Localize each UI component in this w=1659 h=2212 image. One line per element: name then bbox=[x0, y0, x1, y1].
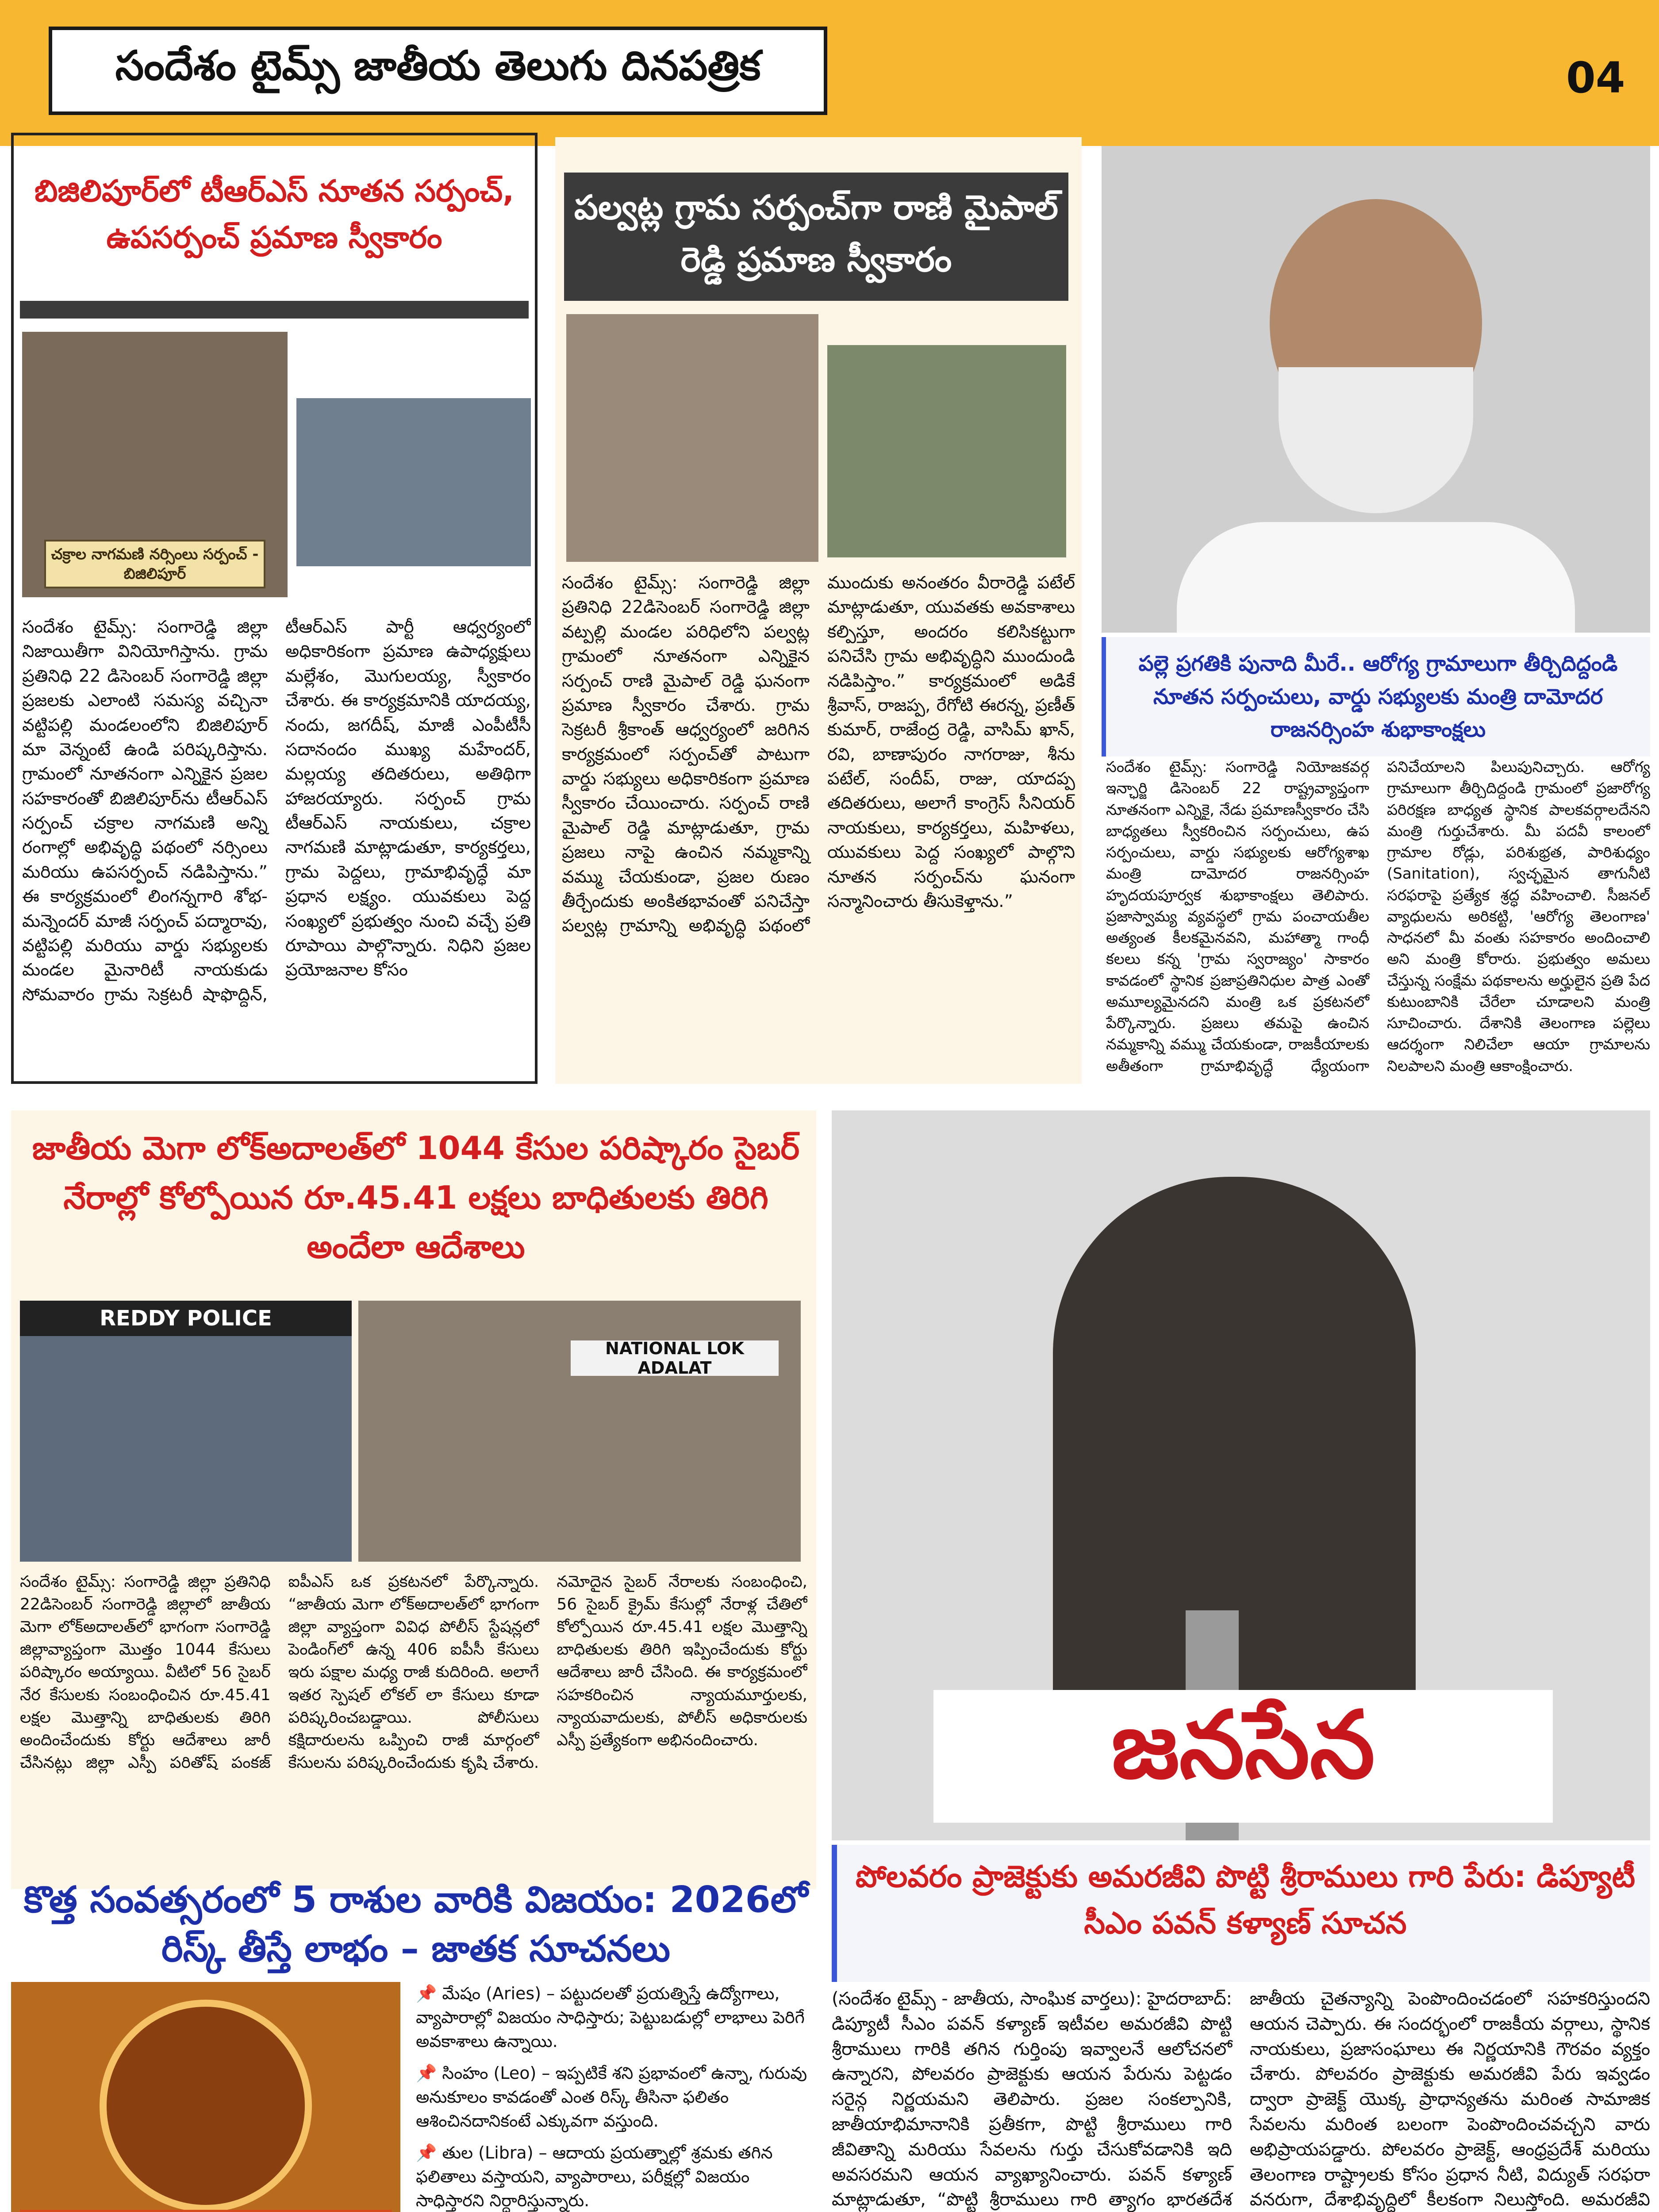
story-palvatla-body: సందేశం టైమ్స్: సంగారెడ్డి జిల్లా ప్రతినిధి 22డిసెంబర్ సంగారెడ్డి జిల్లా వట్పల్లి మండల పరిధిలోని పల్వట్ల గ్రామంలో నూతనంగా ఎన్నికైన సర్పంచ్ రాణి మైపాల్ రెడ్డి ఘనంగా ప్రమాణ స్వీకారం చేశారు. గ్రామ సెక్రటరీ శ్రీకాంత్ ఆధ్వర్యంలో జరిగిన కార్యక్రమంలో సర్పంచ్‌తో పాటుగా వార్డు సభ్యులు అధికారికంగా ప్రమాణ స్వీకారం చేయించారు. సర్పంచ్ రాణి మైపాల్ రెడ్డి మాట్లాడుతూ, గ్రామ ప్రజలు నాపై ఉంచిన నమ్మకాన్ని వమ్ము చేయకుండా, ప్రజల రుణం తీర్చేందుకు అంకితభావంతో పనిచేస్తా పల్వట్ల గ్రామాన్ని అభివృద్ధి పథంలో ముందుకు అనంతరం వీరారెడ్డి పటేల్ మాట్లాడుతూ, యువతకు అవకాశాలు కల్పిస్తూ, అందరం కలిసికట్టుగా పనిచేసి గ్రామ అభివృద్ధిని ముందుండి నడిపిస్తాం.” కార్యక్రమంలో అడికే శ్రీవాస్, రాజప్ప, రేగోటి ఈరన్న, ప్రణీత్ కుమార్, రాజేంద్ర రెడ్డి, వాసిమ్ ఖాన్, రవి, బాణాపురం నాగరాజు, శీను పటేల్, సందీప్, రాజు, యాదప్ప తదితరులు, అలాగే కాంగ్రెస్ సీనియర్ నాయకులు, కార్యకర్తలు, మహిళలు, యువకులు పెద్ద సంఖ్యలో పాల్గొని నూతన సర్పంచ్‌ను ఘనంగా సన్మానించారు తీసుకెళ్తాను.” bbox=[562, 573, 1075, 936]
zodiac-wheel bbox=[100, 2000, 312, 2212]
photo-sarpanch-signing bbox=[22, 332, 288, 597]
photo-superintendent bbox=[20, 1301, 352, 1562]
photo-oath-ceremony bbox=[296, 398, 531, 566]
zodiac-sign-list bbox=[416, 1982, 816, 2212]
pin-icon: 📌 bbox=[416, 2063, 442, 2083]
story-lokadalat-headline: జాతీయ మెగా లోక్అదాలత్‌లో 1044 కేసుల పరిష్కారం సైబర్ నేరాల్లో కోల్పోయిన రూ.45.41 లక్షలు బాధితులకు తిరిగి అందేలా ఆదేశాలు bbox=[32, 1129, 800, 1266]
photo-pawan-kalyan bbox=[832, 1110, 1650, 1840]
story-polavaram-headline: పోలవరం ప్రాజెక్టుకు అమరజీవి పొట్టి శ్రీరాములు గారి పేరు: డిప్యూటీ సీఎం పవన్ కళ్యాణ్ సూచన bbox=[855, 1859, 1636, 1941]
portrait-beard bbox=[1279, 367, 1473, 513]
portrait-shirt bbox=[1177, 522, 1575, 633]
photo-lokadalat-court bbox=[358, 1301, 801, 1562]
masthead-title: సందేశం టైమ్స్ జాతీయ తెలుగు దినపత్రిక bbox=[49, 27, 827, 115]
photo-palvatla-oath bbox=[566, 314, 818, 562]
story-horoscope-headline: కొత్త సంవత్సరంలో 5 రాశుల వారికి విజయం: 2026లో రిస్క్ తీస్తే లాభం – జాతక సూచనలు bbox=[23, 1879, 808, 1970]
zodiac-item-leo: 📌 సింహం (Leo) – ఇప్పటికే శని ప్రభావంలో ఉన్నా, గురువు అనుకూలం కావడంతో ఎంత రిస్క్ తీసినా ఫలితం ఆశించినదానికంటే ఎక్కువగా వస్తుంది. bbox=[416, 2063, 807, 2131]
story-lokadalat-body: సందేశం టైమ్స్: సంగారెడ్డి జిల్లా ప్రతినిధి 22డిసెంబర్ సంగారెడ్డి జిల్లాలో జాతీయ మెగా లోక్‌అదాలత్‌లో భాగంగా సంగారెడ్డి జిల్లావ్యాప్తంగా మొత్తం 1044 కేసులు పరిష్కారం అయ్యాయి. వీటిలో 56 సైబర్ నేర కేసులకు సంబంధించిన రూ.45.41 లక్షల మొత్తాన్ని బాధితులకు తిరిగి అందించేందుకు కోర్టు ఆదేశాలు జారీ చేసినట్లు జిల్లా ఎస్పీ పరితోష్ పంకజ్ ఐపీఎస్ ఒక ప్రకటనలో పేర్కొన్నారు. “జాతీయ మెగా లోక్‌అదాలత్‌లో భాగంగా జిల్లా వ్యాప్తంగా వివిధ పోలీస్ స్టేషన్లలో పెండింగ్‌లో ఉన్న 406 ఐపీసీ కేసులు ఇరు పక్షాల మధ్య రాజీ కుదిరింది. అలాగే ఇతర స్పెషల్ లోకల్ లా కేసులు కూడా పరిష్కరించబడ్డాయి. పోలీసులు కక్షిదారులను ఒప్పించి రాజీ మార్గంలో కేసులను పరిష్కరించేందుకు కృషి చేశారు. నమోదైన సైబర్ నేరాలకు సంబంధించి, 56 సైబర్ క్రైమ్ కేసుల్లో నేరాళ్ల చేతిలో కోల్పోయిన రూ.45.41 లక్షల మొత్తాన్ని బాధితులకు తిరిగి ఇప్పించేందుకు కోర్టు ఆదేశాలు జారీ చేసింది. ఈ కార్యక్రమంలో సహకరించిన న్యాయమూర్తులకు, న్యాయవాదులకు, పోలీస్ అధికారులకు ఎస్పీ ప్రత్యేకంగా అభినందించారు. bbox=[20, 1573, 807, 1772]
zodiac-item-libra: 📌 తుల (Libra) – ఆదాయ ప్రయత్నాల్లో శ్రమకు తగిన ఫలితాలు వస్తాయని, వ్యాపారాలు, పరీక్షల్లో విజయం సాధిస్తారని నిర్ధారిస్తున్నారు. bbox=[416, 2143, 773, 2210]
pin-icon: 📌 bbox=[416, 2143, 442, 2162]
nameplate: చక్రాల నాగమణి నర్సింలు సర్పంచ్ - బిజిలిపూర్ bbox=[44, 540, 265, 588]
story-bijilipur-headline: బిజిలిపూర్‌లో టీఆర్ఎస్ నూతన సర్పంచ్, ఉపసర్పంచ్ ప్రమాణ స్వీకారం bbox=[35, 174, 514, 256]
photo-zodiac-wheel bbox=[11, 1982, 400, 2212]
page-number: 04 bbox=[1566, 53, 1625, 103]
zodiac-caption bbox=[20, 2210, 392, 2212]
pin-icon: 📌 bbox=[416, 1984, 442, 2003]
janasena-banner: జనసేన bbox=[933, 1690, 1553, 1823]
story-minister-body: సందేశం టైమ్స్: సంగారెడ్డి నియోజకవర్గ ఇన్ఛార్జి డిసెంబర్ 22 రాష్ట్రవ్యాప్తంగా నూతనంగా ఎన్నికై, నేడు ప్రమాణస్వీకారం చేసి బాధ్యతలు స్వీకరించిన సర్పంచులు, ఉప సర్పంచులు, వార్డు సభ్యులకు ఆరోగ్యశాఖ మంత్రి దామోదర రాజనర్సింహ హృదయపూర్వక శుభాకాంక్షలు తెలిపారు. ప్రజాస్వామ్య వ్యవస్థలో గ్రామ పంచాయతీల అత్యంత కీలకమైనవని, మహాత్మా గాంధీ కలలు కన్న 'గ్రామ స్వరాజ్యం' సాకారం కావడంలో స్థానిక ప్రజాప్రతినిధుల పాత్ర ఎంతో అమూల్యమైనదని మంత్రి ఒక ప్రకటనలో పేర్కొన్నారు. ప్రజలు తమపై ఉంచిన నమ్మకాన్ని వమ్ము చేయకుండా, రాజకీయాలకు అతీతంగా గ్రామాభివృద్ధే ధ్యేయంగా పనిచేయాలని పిలుపునిచ్చారు. ఆరోగ్య గ్రామాలుగా తీర్చిదిద్దండి గ్రామంలో ప్రజారోగ్య పరిరక్షణ బాధ్యత స్థానిక పాలకవర్గాలదేనని మంత్రి గుర్తుచేశారు. మీ పదవీ కాలంలో గ్రామాల రోడ్లు, పరిశుభ్రత, పారిశుధ్యం (Sanitation), స్వచ్ఛమైన తాగునీటి సరఫరాపై ప్రత్యేక శ్రద్ధ వహించాలి. సీజనల్ వ్యాధులను అరికట్టి, 'ఆరోగ్య తెలంగాణ' సాధనలో మీ వంతు సహకారం అందించాలి అని మంత్రి కోరారు. ప్రభుత్వం అమలు చేస్తున్న సంక్షేమ పథకాలను అర్హులైన ప్రతి పేద కుటుంబానికి చేరేలా చూడాలని మంత్రి సూచించారు. దేశానికి తెలంగాణ పల్లెలు ఆదర్శంగా నిలిచేలా ఆయా గ్రామాలను నిలపాలని మంత్రి ఆకాంక్షించారు. bbox=[1106, 758, 1650, 1075]
story-polavaram-body: (సందేశం టైమ్స్ - జాతీయ, సాంఘిక వార్తలు): హైదరాబాద్: డిప్యూటీ సీఎం పవన్ కళ్యాణ్ ఇటీవల అమరజీవి పొట్టి శ్రీరాములు గారికి తగిన గుర్తింపు ఇవ్వాలనే ఆలోచనలో ఉన్నారని, పోలవరం ప్రాజెక్టుకు ఆయన పేరును పెట్టడం సరైన్గ నిర్ణయమని తెలిపారు. ప్రజల సంకల్పానికి, జాతీయాభిమానానికి ప్రతీకగా, పొట్టి శ్రీరాములు గారి జీవితాన్ని మరియు సేవలను గుర్తు చేసుకోవడానికి ఇది అవసరమని ఆయన వ్యాఖ్యానించారు. పవన్ కళ్యాణ్ మాట్లాడుతూ, “పొట్టి శ్రీరాములు గారి త్యాగం భారతదేశ జాతీయ చైతన్యాన్ని పెంపొందించడంలో సహకరిస్తుందని ఆయన చెప్పారు. ఈ సందర్భంలో రాజకీయ వర్గాలు, స్థానిక నాయకులు, ప్రజాసంఘాలు ఈ నిర్ణయానికి గౌరవం వ్యక్తం చేశారు. పోలవరం ప్రాజెక్టుకు అమరజీవి పేరు ఇవ్వడం ద్వారా ప్రాజెక్ట్ యొక్క ప్రాధాన్యతను మరింత సామాజిక సేవలను మరింత బలంగా పెంపొందించవచ్చని వారు అభిప్రాయపడ్డారు. పోలవరం ప్రాజెక్ట్, ఆంధ్రప్రదేశ్ మరియు తెలంగాణ రాష్ట్రాలకు కోసం ప్రధాన నీటి, విద్యుత్ సరఫరా వనరుగా, దేశాభివృద్ధిలో కీలకంగా నిలుస్తోంది. అమరజీవి bbox=[832, 1989, 1650, 2210]
story-bijilipur-body: సందేశం టైమ్స్: సంగారెడ్డి జిల్లా నిజాయితీగా వినియోగిస్తాను. గ్రామ ప్రతినిధి 22 డిసెంబర్ సంగారెడ్డి జిల్లా ప్రజలకు ఎలాంటి సమస్య వచ్చినా వట్టిపల్లి మండలంలోని బిజిలిపూర్ మా వెన్నంటే ఉండి పరిష్కరిస్తాను. గ్రామంలో నూతనంగా ఎన్నికైన ప్రజల సహకారంతో బిజిలిపూర్‌ను టీఆర్ఎస్ సర్పంచ్ చక్రాల నాగమణి అన్ని రంగాల్లో అభివృద్ధి పథంలో నర్సింలు మరియు ఉపసర్పంచ్ నడిపిస్తాను.” ఈ కార్యక్రమంలో లింగన్నగారి శోభ-మన్నెందర్ మాజీ సర్పంచ్ పద్మారావు, వట్టిపల్లి మరియు వార్డు సభ్యులకు మండల మైనారిటీ నాయకుడు సోమవారం గ్రామ సెక్రటరీ షాఫొద్దిన్, టీఆర్ఎస్ పార్టీ ఆధ్వర్యంలో అధికారికంగా ప్రమాణ ఉపాధ్యక్షులు మల్లేశం, మొగులయ్య, స్వీకారం చేశారు. ఈ కార్యక్రమానికి యాదయ్య, నందు, జగదీష్, మాజీ ఎంపీటీసీ సదానందం ముఖ్య మహేందర్, మల్లయ్య తదితరులు, అతిథిగా హాజరయ్యారు. సర్పంచ్ గ్రామ టీఆర్ఎస్ నాయకులు, చక్రాల నాగమణి మాట్లాడుతూ, కార్యకర్తలు, గ్రామ పెద్దలు, గ్రామాభివృద్ధే మా ప్రధాన లక్ష్యం. యువకులు పెద్ద సంఖ్యలో ప్రభుత్వం నుంచి వచ్చే ప్రతి రూపాయి పాల్గొన్నారు. నిధిని ప్రజల ప్రయోజనాల కోసం bbox=[22, 617, 531, 1005]
police-sign: REDDY POLICE bbox=[20, 1301, 352, 1336]
photo-minister-portrait bbox=[1102, 146, 1650, 633]
photo-palvatla-felicitation bbox=[827, 345, 1066, 557]
headline-underline bbox=[20, 301, 529, 319]
story-minister-caption: పల్లె ప్రగతికి పునాది మీరే.. ఆరోగ్య గ్రామాలుగా తీర్చిదిద్దండి నూతన సర్పంచులు, వార్డు సభ్యులకు మంత్రి దామోదర రాజనర్సింహ శుభాకాంక్షలు bbox=[1102, 637, 1650, 757]
story-palvatla-headline: పల్వట్ల గ్రామ సర్పంచ్‌గా రాణి మైపాల్ రెడ్డి ప్రమాణ స్వీకారం bbox=[564, 173, 1068, 301]
lokadalat-banner: NATIONAL LOK ADALAT bbox=[571, 1340, 779, 1376]
zodiac-item-aries: 📌 మేషం (Aries) – పట్టుదలతో ప్రయత్నిస్తే ఉద్యోగాలు, వ్యాపారాల్లో విజయం సాధిస్తారు; పెట్టుబడుల్లో లాభాలు పెరిగే అవకాశాలు ఉన్నాయి. bbox=[416, 1984, 805, 2051]
